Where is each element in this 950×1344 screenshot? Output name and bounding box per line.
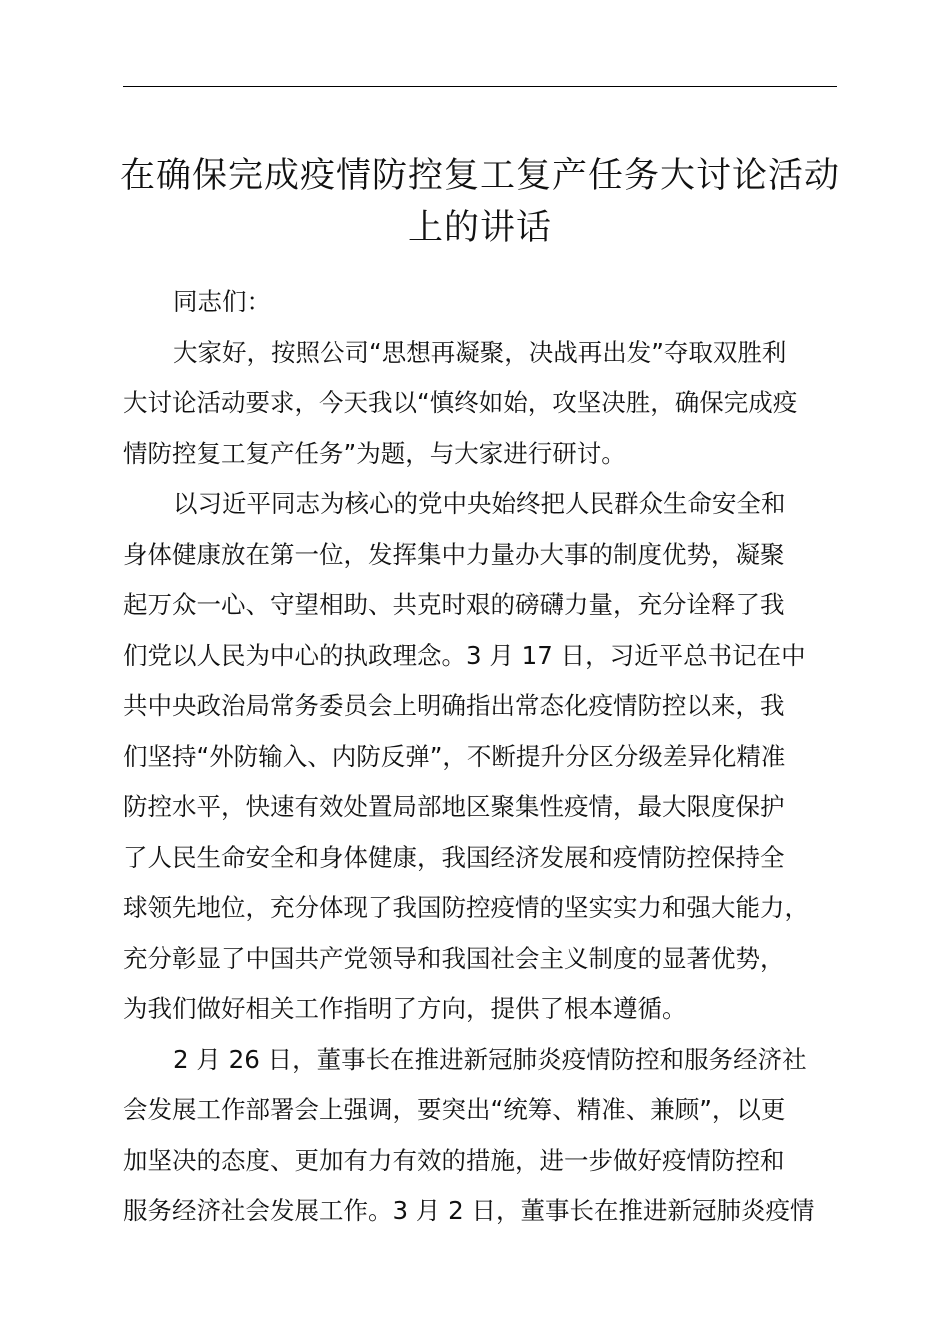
paragraph-line: 情防控复工复产任务”为题，与大家进行研讨。	[123, 438, 626, 468]
paragraph-line: 为我们做好相关工作指明了方向，提供了根本遵循。	[123, 994, 687, 1023]
paragraph-line: 大家好，按照公司“思想再凝聚，决战再出发”夺取双胜利	[173, 337, 787, 367]
paragraph-line: 共中央政治局常务委员会上明确指出常态化疫情防控以来，我	[123, 691, 785, 720]
paragraph-line: 身体健康放在第一位，发挥集中力量办大事的制度优势，凝聚	[123, 539, 785, 569]
paragraph-1	[123, 328, 883, 480]
paragraph-2	[123, 479, 883, 1035]
paragraph-line: 们坚持“外防输入、内防反弹”，不断提升分区分级差异化精准	[123, 741, 786, 771]
salutation: 同志们：	[173, 287, 271, 316]
title-line-2: 上的讲话	[407, 208, 552, 248]
paragraph-line: 防控水平，快速有效处置局部地区聚集性疫情，最大限度保护	[123, 792, 785, 821]
paragraph-line: 们党以人民为中心的执政理念。3 月 17 日，习近平总书记在中	[123, 640, 806, 670]
document-title	[100, 150, 860, 254]
title-line-1: 在确保完成疫情防控复工复产任务大讨论活动	[119, 156, 840, 196]
header-rule	[123, 86, 837, 87]
paragraph-line: 以习近平同志为核心的党中央始终把人民群众生命安全和	[173, 489, 786, 518]
paragraph-line: 大讨论活动要求，今天我以“慎终如始，攻坚决胜，确保完成疫	[123, 388, 798, 417]
paragraph-line: 充分彰显了中国共产党领导和我国社会主义制度的显著优势，	[123, 943, 785, 973]
paragraph-line: 会发展工作部署会上强调，要突出“统筹、精准、兼顾”，以更	[123, 1095, 786, 1124]
paragraph-line: 2 月 26 日，董事长在推进新冠肺炎疫情防控和服务经济社	[173, 1044, 807, 1074]
paragraph-3	[123, 1035, 883, 1237]
paragraph-line: 球领先地位，充分体现了我国防控疫情的坚实实力和强大能力，	[123, 893, 809, 922]
document-body	[123, 277, 883, 1237]
paragraph-line: 加坚决的态度、更加有力有效的措施，进一步做好疫情防控和	[123, 1145, 785, 1175]
paragraph-line: 了人民生命安全和身体健康，我国经济发展和疫情防控保持全	[123, 842, 785, 872]
paragraph-line: 起万众一心、守望相助、共克时艰的磅礴力量，充分诠释了我	[123, 590, 785, 619]
paragraph-line: 服务经济社会发展工作。3 月 2 日，董事长在推进新冠肺炎疫情	[123, 1196, 815, 1225]
